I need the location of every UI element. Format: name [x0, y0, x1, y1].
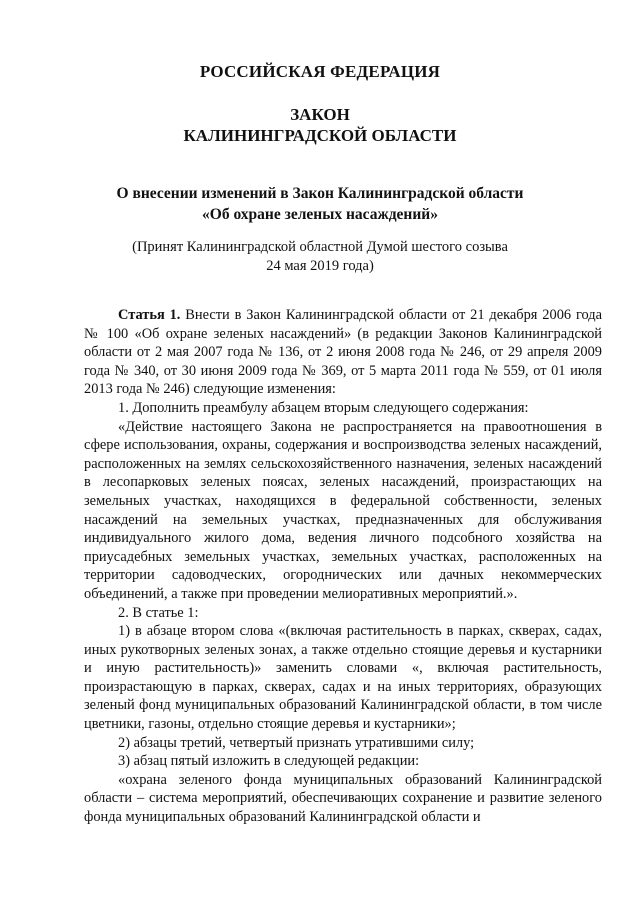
article-intro-paragraph: [84, 306, 602, 399]
document-body: [84, 306, 602, 827]
law-title-line2: «Об охране зеленых насаждений»: [202, 206, 438, 223]
body-paragraph: 1) в абзаце втором слова «(включая растительность в парках, скверах, садах, иных рукотворных зеленых зонах, а также отдельно стоящие деревья и кустарники и иную растительность)» заменить словами «, включая растительность, произрастающую в парках, скверах, садах и на иных территориях, образующих зеленый фонд муниципальных образований Калининградской области, в том числе цветники, газоны, отдельно стоящие деревья и кустарники»;: [84, 623, 602, 733]
article-intro-text: Внести в Закон Калининградской области от 21 декабря 2006 года № 100 «Об охране зеленых насаждений» (в редакции Законов Калининградской области от 2 мая 2007 года № 136, от 2 июня 2008 года № 246, от 29 апреля 2009 года № 340, от 30 июня 2009 года № 369, от 5 марта 2011 года № 559, от 01 июля 2013 года № 246) следующие изменения:: [84, 307, 602, 398]
adoption-note-line2: 24 мая 2019 года): [266, 258, 374, 274]
law-heading-line2: КАЛИНИНГРАДСКОЙ ОБЛАСТИ: [183, 126, 457, 145]
adoption-note-line1: (Принят Калининградской областной Думой шестого созыва: [132, 239, 508, 255]
law-title: [0, 183, 640, 225]
adoption-note: [0, 238, 640, 276]
body-paragraph: 3) абзац пятый изложить в следующей редакции:: [118, 753, 420, 770]
body-paragraph: «охрана зеленого фонда муниципальных образований Калининградской области – система мероприятий, обеспечивающих сохранение и развитие зеленого фонда муниципальных образований Калининградской области и: [84, 771, 602, 826]
body-paragraph: 1. Дополнить преамбулу абзацем вторым следующего содержания:: [118, 399, 529, 416]
article-label: Статья 1.: [118, 307, 181, 323]
federation-heading: РОССИЙСКАЯ ФЕДЕРАЦИЯ: [199, 62, 441, 81]
law-title-line1: О внесении изменений в Закон Калининградской области: [116, 185, 524, 202]
law-heading-line1: ЗАКОН: [290, 105, 350, 124]
body-paragraph: «Действие настоящего Закона не распространяется на правоотношения в сфере использования, охраны, содержания и воспроизводства зеленых насаждений, расположенных на землях сельскохозяйственного назначения, зеленых насаждений в лесопарковых зеленых поясах, зеленых насаждений, произрастающих на земельных участках, находящихся в федеральной собственности, зеленых насаждений на земельных участках, предназначенных для обслуживания индивидуального жилого дома, ведения личного подсобного хозяйства на приусадебных земельных участках, земельных участках, расположенных на территории садоводческих, огороднических или дачных некоммерческих объединений, а также при проведении мелиоративных мероприятий.».: [84, 418, 602, 602]
body-paragraph: 2) абзацы третий, четвертый признать утратившими силу;: [118, 734, 475, 751]
body-paragraph: 2. В статье 1:: [118, 604, 199, 621]
law-heading: [0, 104, 640, 146]
